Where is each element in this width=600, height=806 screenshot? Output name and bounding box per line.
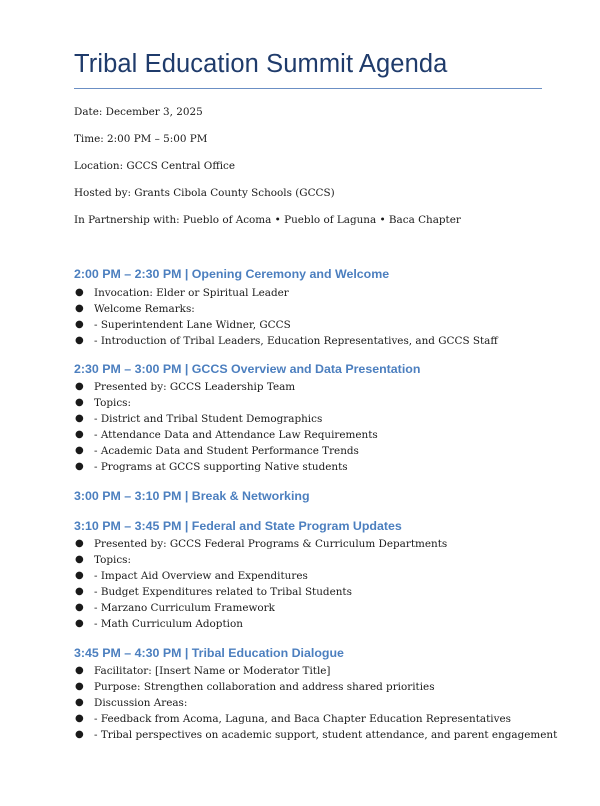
list-item <box>74 568 447 584</box>
bullet-icon: ● <box>75 381 84 392</box>
list-item <box>74 379 378 395</box>
list-item-text: Presented by: GCCS Leadership Team <box>94 381 296 393</box>
list-item <box>74 616 447 632</box>
meta-host: Hosted by: Grants Cibola County Schools (GCCS) <box>74 187 335 199</box>
section-heading: 3:45 PM – 4:30 PM | Tribal Education Dialogue <box>74 646 344 660</box>
list-item <box>74 411 378 427</box>
bullet-icon: ● <box>75 413 84 424</box>
list-item-text: - Attendance Data and Attendance Law Requirements <box>94 429 378 441</box>
bullet-icon: ● <box>75 729 84 740</box>
bullet-icon: ● <box>75 602 84 613</box>
list-item-text: Purpose: Strengthen collaboration and address shared priorities <box>94 681 435 693</box>
bullet-icon: ● <box>75 570 84 581</box>
list-item <box>74 427 378 443</box>
list-item <box>74 443 378 459</box>
page-title: Tribal Education Summit Agenda <box>74 50 448 78</box>
meta-location: Location: GCCS Central Office <box>74 160 235 172</box>
meta-date: Date: December 3, 2025 <box>74 106 203 118</box>
section-heading: 2:30 PM – 3:00 PM | GCCS Overview and Data Presentation <box>74 362 421 376</box>
section-heading: 2:00 PM – 2:30 PM | Opening Ceremony and Welcome <box>74 267 390 281</box>
list-item <box>74 317 498 333</box>
list-item <box>74 333 498 349</box>
section-list <box>74 663 557 743</box>
list-item-text: Topics: <box>94 397 132 409</box>
bullet-icon: ● <box>75 554 84 565</box>
list-item <box>74 584 447 600</box>
list-item-text: Facilitator: [Insert Name or Moderator Title] <box>94 665 331 677</box>
title-underline <box>74 88 542 89</box>
list-item-text: Invocation: Elder or Spiritual Leader <box>94 287 289 299</box>
list-item <box>74 711 557 727</box>
list-item <box>74 285 498 301</box>
list-item <box>74 679 557 695</box>
bullet-icon: ● <box>75 429 84 440</box>
list-item-text: - Budget Expenditures related to Tribal Students <box>94 586 352 598</box>
meta-partners: In Partnership with: Pueblo of Acoma • Pueblo of Laguna • Baca Chapter <box>74 214 461 226</box>
list-item-text: - Programs at GCCS supporting Native students <box>94 461 348 473</box>
section-list <box>74 285 498 349</box>
bullet-icon: ● <box>75 538 84 549</box>
list-item-text: - Math Curriculum Adoption <box>94 618 243 630</box>
list-item-text: - Feedback from Acoma, Laguna, and Baca Chapter Education Representatives <box>94 713 511 725</box>
list-item-text: Welcome Remarks: <box>94 303 195 315</box>
list-item-text: Topics: <box>94 554 132 566</box>
list-item-text: - Academic Data and Student Performance Trends <box>94 445 359 457</box>
bullet-icon: ● <box>75 287 84 298</box>
bullet-icon: ● <box>75 713 84 724</box>
bullet-icon: ● <box>75 303 84 314</box>
section-heading: 3:10 PM – 3:45 PM | Federal and State Program Updates <box>74 519 402 533</box>
bullet-icon: ● <box>75 665 84 676</box>
bullet-icon: ● <box>75 445 84 456</box>
bullet-icon: ● <box>75 335 84 346</box>
bullet-icon: ● <box>75 697 84 708</box>
list-item-text: - Impact Aid Overview and Expenditures <box>94 570 308 582</box>
section-heading: 3:00 PM – 3:10 PM | Break & Networking <box>74 489 310 503</box>
list-item-text: Discussion Areas: <box>94 697 188 709</box>
list-item <box>74 600 447 616</box>
list-item-text: - District and Tribal Student Demographics <box>94 413 323 425</box>
list-item-text: - Tribal perspectives on academic support, student attendance, and parent engagement <box>94 729 558 741</box>
meta-time: Time: 2:00 PM – 5:00 PM <box>74 133 208 145</box>
bullet-icon: ● <box>75 618 84 629</box>
list-item-text: - Introduction of Tribal Leaders, Education Representatives, and GCCS Staff <box>94 335 498 347</box>
bullet-icon: ● <box>75 461 84 472</box>
bullet-icon: ● <box>75 586 84 597</box>
bullet-icon: ● <box>75 319 84 330</box>
section-list <box>74 536 447 632</box>
list-item <box>74 301 498 317</box>
list-item <box>74 695 557 711</box>
list-item <box>74 727 557 743</box>
section-list <box>74 379 378 475</box>
list-item <box>74 552 447 568</box>
bullet-icon: ● <box>75 397 84 408</box>
list-item <box>74 536 447 552</box>
list-item-text: - Superintendent Lane Widner, GCCS <box>94 319 291 331</box>
list-item-text: - Marzano Curriculum Framework <box>94 602 275 614</box>
list-item <box>74 395 378 411</box>
list-item-text: Presented by: GCCS Federal Programs & Curriculum Departments <box>94 538 448 550</box>
bullet-icon: ● <box>75 681 84 692</box>
list-item <box>74 663 557 679</box>
list-item <box>74 459 378 475</box>
